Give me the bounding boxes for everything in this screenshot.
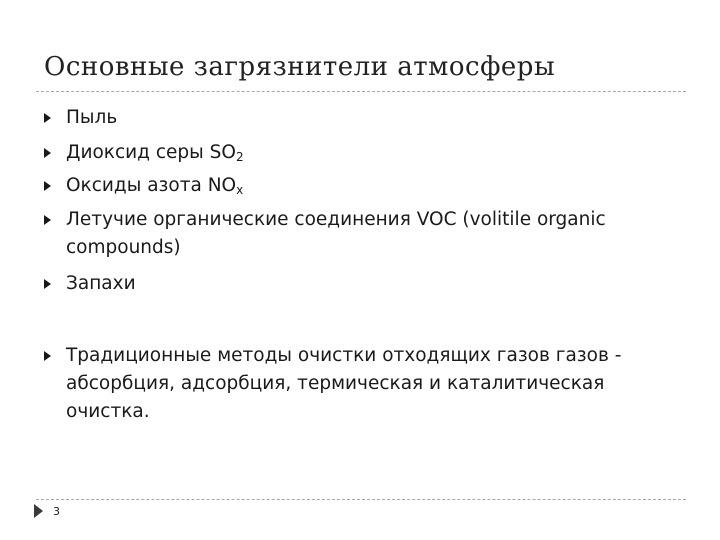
bullet-text (66, 172, 634, 200)
footer-divider (36, 499, 686, 500)
bullet-arrow-icon (44, 181, 51, 191)
title-divider (36, 91, 686, 92)
bullet-arrow-icon (44, 279, 51, 289)
slide-title: Основные загрязнители атмосферы (44, 52, 556, 82)
bullet-text: Запахи (66, 273, 136, 294)
bullet-text: Летучие органические соединения VOC (volitile organic compounds) (66, 209, 606, 258)
bullet-item-voc (44, 206, 634, 262)
bullet-text-main: Диоксид серы SO (66, 142, 236, 163)
subscript: x (236, 183, 244, 197)
bullet-item-dust (44, 104, 634, 132)
footer-arrow-icon (34, 504, 43, 518)
slide-number: 3 (53, 505, 60, 518)
subscript: 2 (235, 150, 244, 164)
bullet-arrow-icon (44, 215, 51, 225)
bullet-arrow-icon (44, 351, 51, 361)
bullet-item-nitrogen-oxides (44, 172, 634, 200)
bullet-text-main: Оксиды азота NO (66, 175, 237, 196)
bullet-item-odors (44, 270, 634, 298)
bullet-text: Традиционные методы очистки отходящих газов газов - абсорбция, адсорбция, термическая и каталитическая очистка. (66, 345, 622, 422)
bullet-arrow-icon (44, 148, 51, 158)
bullet-arrow-icon (44, 113, 51, 123)
bullet-text: Пыль (66, 107, 118, 128)
bullet-item-treatment-methods (44, 342, 634, 426)
bullet-item-sulfur-dioxide (44, 139, 634, 167)
bullet-text (66, 139, 634, 167)
